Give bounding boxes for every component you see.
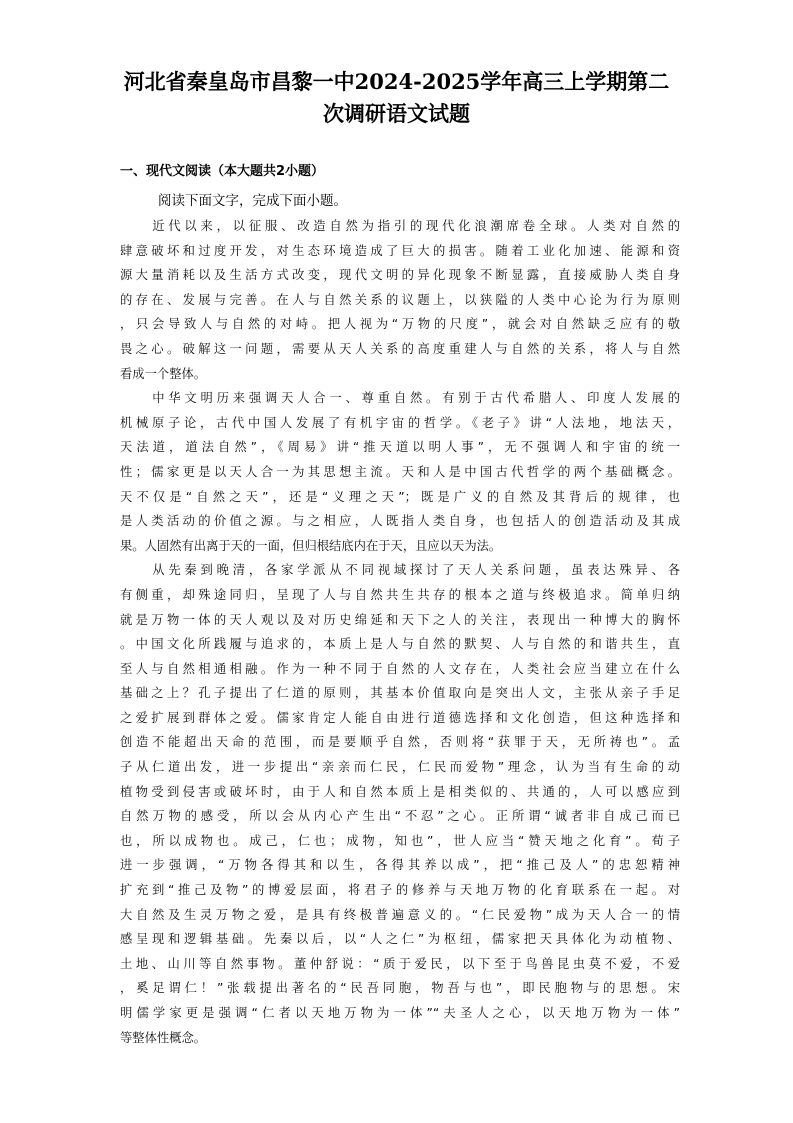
passage-line: 感呈现和逻辑基础。先秦以后，以“人之仁”为枢纽，儒家把天具体化为动植物、 xyxy=(120,932,680,947)
passage-line: 就是万物一体的天人观以及对历史绵延和天下之人的关注，表现出一种博大的胸怀 xyxy=(120,612,680,627)
passage-line: 近代以来，以征服、改造自然为指引的现代化浪潮席卷全球。人类对自然的 xyxy=(120,219,680,233)
passage-line: 天不仅是“自然之天”，还是“义理之天”；既是广义的自然及其背后的规律，也 xyxy=(120,489,680,504)
passage-line: 性；儒家更是以天人合一为其思想主流。天和人是中国古代哲学的两个基础概念。 xyxy=(120,464,680,479)
title-line-1: 河北省秦皇岛市昌黎一中2024-2025学年高三上学期第二 xyxy=(123,69,670,94)
passage-line: 等整体性概念。 xyxy=(120,1030,207,1045)
title-line-2: 次调研语文试题 xyxy=(323,101,470,126)
passage-line: 肆意破坏和过度开发，对生态环境造成了巨大的损害。随着工业化加速、能源和资 xyxy=(120,243,680,258)
passage-line: 基础之上？孔子提出了仁道的原则，其基本价值取向是突出人文，主张从亲子手足 xyxy=(120,686,680,701)
reading-instruction: 阅读下面文字，完成下面小题。 xyxy=(158,193,347,209)
passage-line: 有侧重，却殊途同归，呈现了人与自然共生共存的根本之道与终极追求。简单归纳 xyxy=(120,587,680,602)
passage-line: ，奚足谓仁！”张载提出著名的“民吾同胞，物吾与也”，即民胞物与的思想。宋 xyxy=(120,981,680,996)
passage-line: 至人与自然相通相融。作为一种不同于自然的人文存在，人类社会应当建立在什么 xyxy=(120,661,680,676)
passage-line: 自然万物的感受，所以会从内心产生出“不忍”之心。正所谓“诚者非自成己而已 xyxy=(120,809,680,824)
passage-line: 的存在、发展与完善。在人与自然关系的议题上，以狭隘的人类中心论为行为原则 xyxy=(120,292,680,307)
passage-line: 植物受到侵害或破坏时，由于人和自然本质上是相类似的、共通的，人可以感应到 xyxy=(120,784,680,799)
passage-line: 是人类活动的价值之源。与之相应，人既指人类自身，也包括人的创造活动及其成 xyxy=(120,514,680,529)
passage-line: 子从仁道出发，进一步提出“亲亲而仁民，仁民而爱物”理念，认为当有生命的动 xyxy=(120,760,680,775)
passage-line: 之爱扩展到群体之爱。儒家肯定人能自由进行道德选择和文化创造，但这种选择和 xyxy=(120,710,680,725)
passage-line: 。中国文化所践履与追求的，本质上是人与自然的默契、人与自然的和谐共生，直 xyxy=(120,637,680,652)
section-heading: 一、现代文阅读（本大题共2小题） xyxy=(120,164,325,179)
passage-line: 扩充到“推己及物”的博爱层面，将君子的修养与天地万物的化育联系在一起。对 xyxy=(120,883,680,898)
passage-line: 土地、山川等自然事物。董仲舒说：“质于爱民，以下至于鸟兽昆虫莫不爱，不爱 xyxy=(120,956,680,971)
passage-line: 进一步强调，“万物各得其和以生，各得其养以成”，把“推己及人”的忠恕精神 xyxy=(120,858,680,873)
passage-line: 中华文明历来强调天人合一、尊重自然。有别于古代希腊人、印度人发展的 xyxy=(120,391,680,406)
passage-line: 机械原子论，古代中国人发展了有机宇宙的哲学。《老子》讲“人法地，地法天， xyxy=(120,415,680,430)
passage-line: 果。人固然有出离于天的一面，但归根结底内在于天，且应以天为法。 xyxy=(120,538,502,553)
passage-line: 创造不能超出天命的范围，而是要顺乎自然，否则将“获罪于天，无所祷也”。孟 xyxy=(120,735,680,750)
passage-line: 明儒学家更是强调“仁者以天地万物为一体”“夫圣人之心，以天地万物为一体” xyxy=(120,1006,680,1020)
passage-line: 大自然及生灵万物之爱，是具有终极普遍意义的。“仁民爱物”成为天人合一的情 xyxy=(120,907,680,922)
passage-line: ，只会导致人与自然的对峙。把人视为“万物的尺度”，就会对自然缺乏应有的敬 xyxy=(120,317,680,332)
passage-line: 也，所以成物也。成己，仁也；成物，知也”，世人应当“赞天地之化育”。荀子 xyxy=(120,833,680,848)
passage-line: 畏之心。破解这一问题，需要从天人关系的高度重建人与自然的关系，将人与自然 xyxy=(120,341,680,356)
passage-line: 看成一个整体。 xyxy=(120,366,207,381)
document-title xyxy=(100,66,693,130)
passage-line: 从先秦到晚清，各家学派从不同视域探讨了天人关系问题，虽表达殊异、各 xyxy=(120,563,680,578)
passage-line: 天法道，道法自然”，《周易》讲“推天道以明人事”，无不强调人和宇宙的统一 xyxy=(120,440,680,455)
passage-line: 源大量消耗以及生活方式改变，现代文明的异化现象不断显露，直接威胁人类自身 xyxy=(120,268,680,283)
reading-passage xyxy=(120,214,680,1050)
